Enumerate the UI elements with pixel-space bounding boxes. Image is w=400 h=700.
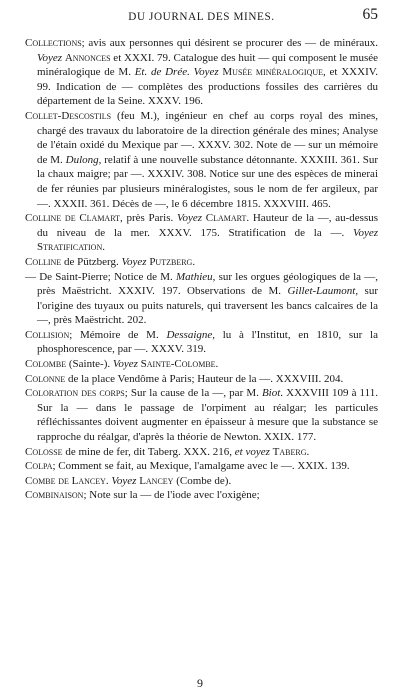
index-entry: Collet-Descostils (feu M.), ingénieur en chef au corps royal des mines, chargé des travaux du laboratoire de la direction générale des mines; Analyse de l'étain oxidé du Mexique par —. XXXV. 302. Note de — sur un mémoire de M. Dulong, relatif à une nouvelle substance détonnante. XXXIII. 361. Sur la chaux maigre; par —. XXXIV. 308. Notice sur une des espèces de minerai de fer réunies par plusieurs minéralogistes, sous le nom de fer argileux, par —. XXXII. 361. Décès de —, le 6 décembre 1815. XXXVIII. 465.	[25, 109, 378, 210]
index-entry: Combe de Lancey. Voyez Lancey (Combe de).	[25, 474, 232, 487]
index-entry: Colosse de mine de fer, dit Taberg. XXX. 216, et voyez Taberg.	[25, 445, 310, 458]
index-entry: Colombe (Sainte-). Voyez Sainte-Colombe.	[25, 358, 219, 371]
signature-mark: 9	[197, 676, 203, 690]
index-entry: Collision; Mémoire de M. Dessaigne, lu à l'Institut, en 1810, sur la phosphorescence, par —. XXXV. 319.	[25, 328, 378, 356]
index-entry: Combinaison; Note sur la — de l'iode avec l'oxigène;	[25, 489, 260, 502]
running-head	[25, 0, 378, 36]
page-number: 65	[362, 6, 378, 23]
index-entry: Coloration des corps; Sur la cause de la —, par M. Biot. XXXVIII 109 à 111. Sur la — dans le passage de l'orpiment au réalgar; les particules réfléchissantes doivent augmenter en épaisseur à mesure que la substance se rapproche du réalgar, d'après la théorie de Newton. XXIX. 177.	[25, 387, 378, 444]
index-entry: Colline de Clamart, près Paris. Voyez Clamart. Hauteur de la —, au-dessus du niveau de la mer. XXXV. 175. Stratification de la —. Voyez Stratification.	[25, 212, 379, 254]
index-entries	[25, 36, 378, 503]
index-entry: — De Saint-Pierre; Notice de M. Mathieu, sur les orgues géologiques de la —, près Maëstricht. XXXIV. 197. Observations de M. Gillet-Laumont, sur l'origine des tuyaux ou puits naturels, qui traversent les bancs calcaires de la —, près Maëstricht. 202.	[25, 270, 378, 327]
index-entry: Colonne de la place Vendôme à Paris; Hauteur de la —. XXXVIII. 204.	[25, 372, 344, 385]
index-entry: Colpa; Comment se fait, au Mexique, l'amalgame avec le —. XXIX. 139.	[25, 460, 350, 473]
index-entry: Collections; avis aux personnes qui désirent se procurer des — de minéraux. Voyez Annonces et XXXI. 79. Catalogue des huit — qui composent le musée minéralogique de M. Et. de Drée. Voyez Musée minéralogique, et XXXIV. 99. Indication de — complètes des productions fossiles des carrières du département de la Seine. XXXV. 196.	[25, 37, 379, 108]
index-entry: Colline de Pützberg. Voyez Putzberg.	[25, 255, 196, 268]
running-title: DU JOURNAL DES MINES.	[128, 11, 275, 23]
